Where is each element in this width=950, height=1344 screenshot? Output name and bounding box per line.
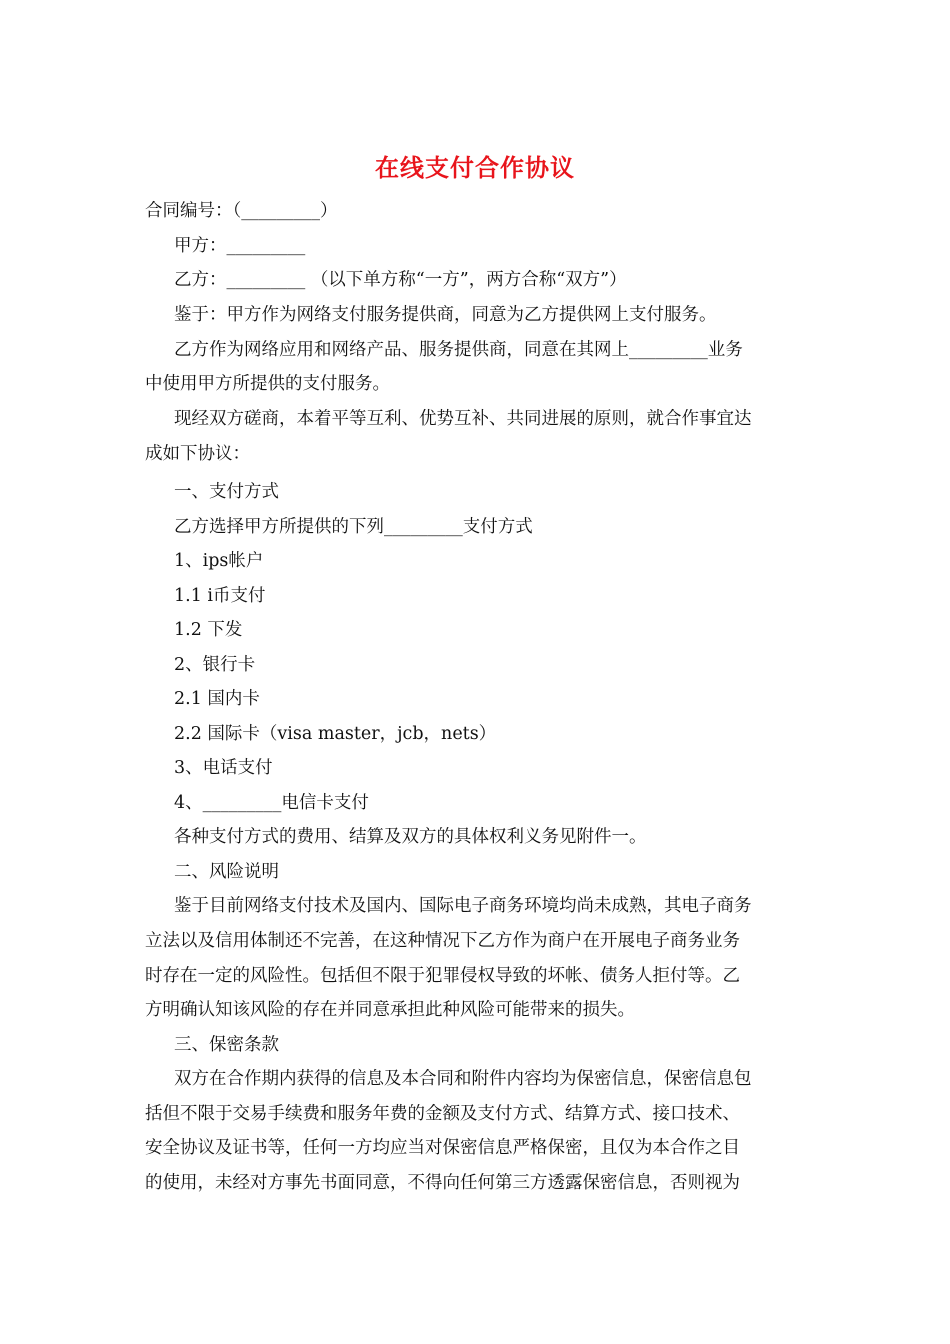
- list-item: 4、_________电信卡支付: [174, 793, 369, 813]
- party-a-line: 甲方：_________: [174, 236, 306, 256]
- paragraph-line: 成如下协议：: [145, 444, 250, 464]
- contract-number-line: 合同编号：（_________）: [145, 201, 338, 221]
- section-heading: 一、支付方式: [174, 482, 279, 502]
- whereas-line: 鉴于：甲方作为网络支付服务提供商，同意为乙方提供网上支付服务。: [174, 305, 717, 325]
- paragraph-line: 各种支付方式的费用、结算及双方的具体权利义务见附件一。: [174, 827, 647, 847]
- paragraph-line: 双方在合作期内获得的信息及本合同和附件内容均为保密信息，保密信息包: [174, 1069, 752, 1089]
- paragraph-line: 乙方作为网络应用和网络产品、服务提供商，同意在其网上_________业务: [174, 340, 743, 360]
- paragraph-line: 中使用甲方所提供的支付服务。: [145, 374, 390, 394]
- party-b-line: 乙方：_________ （以下单方称“一方”，两方合称“双方”）: [174, 270, 627, 290]
- paragraph-line: 时存在一定的风险性。包括但不限于犯罪侵权导致的坏帐、债务人拒付等。乙: [145, 966, 740, 986]
- list-item: 1、ips帐户: [174, 551, 264, 571]
- section-heading: 三、保密条款: [174, 1035, 279, 1055]
- list-item: 2、银行卡: [174, 655, 256, 675]
- paragraph-line: 立法以及信用体制还不完善，在这种情况下乙方作为商户在开展电子商务业务: [145, 931, 740, 951]
- paragraph-line: 方明确认知该风险的存在并同意承担此种风险可能带来的损失。: [145, 1000, 635, 1020]
- list-item: 3、电话支付: [174, 758, 273, 778]
- list-item: 2.1 国内卡: [174, 689, 260, 709]
- list-item: 1.2 下发: [174, 620, 243, 640]
- paragraph-line: 鉴于目前网络支付技术及国内、国际电子商务环境均尚未成熟，其电子商务: [174, 896, 752, 916]
- paragraph-line: 现经双方磋商，本着平等互利、优势互补、共同进展的原则，就合作事宜达: [174, 409, 752, 429]
- paragraph-line: 安全协议及证书等，任何一方均应当对保密信息严格保密，且仅为本合作之目: [145, 1138, 740, 1158]
- paragraph-line: 括但不限于交易手续费和服务年费的金额及支付方式、结算方式、接口技术、: [145, 1104, 740, 1124]
- paragraph-line: 的使用，未经对方事先书面同意，不得向任何第三方透露保密信息，否则视为: [145, 1173, 740, 1193]
- paragraph-line: 乙方选择甲方所提供的下列_________支付方式: [174, 517, 533, 537]
- list-item: 2.2 国际卡（visa master，jcb，nets）: [174, 724, 497, 744]
- section-heading: 二、风险说明: [174, 862, 279, 882]
- list-item: 1.1 i币支付: [174, 586, 266, 606]
- document-title: 在线支付合作协议: [375, 153, 575, 182]
